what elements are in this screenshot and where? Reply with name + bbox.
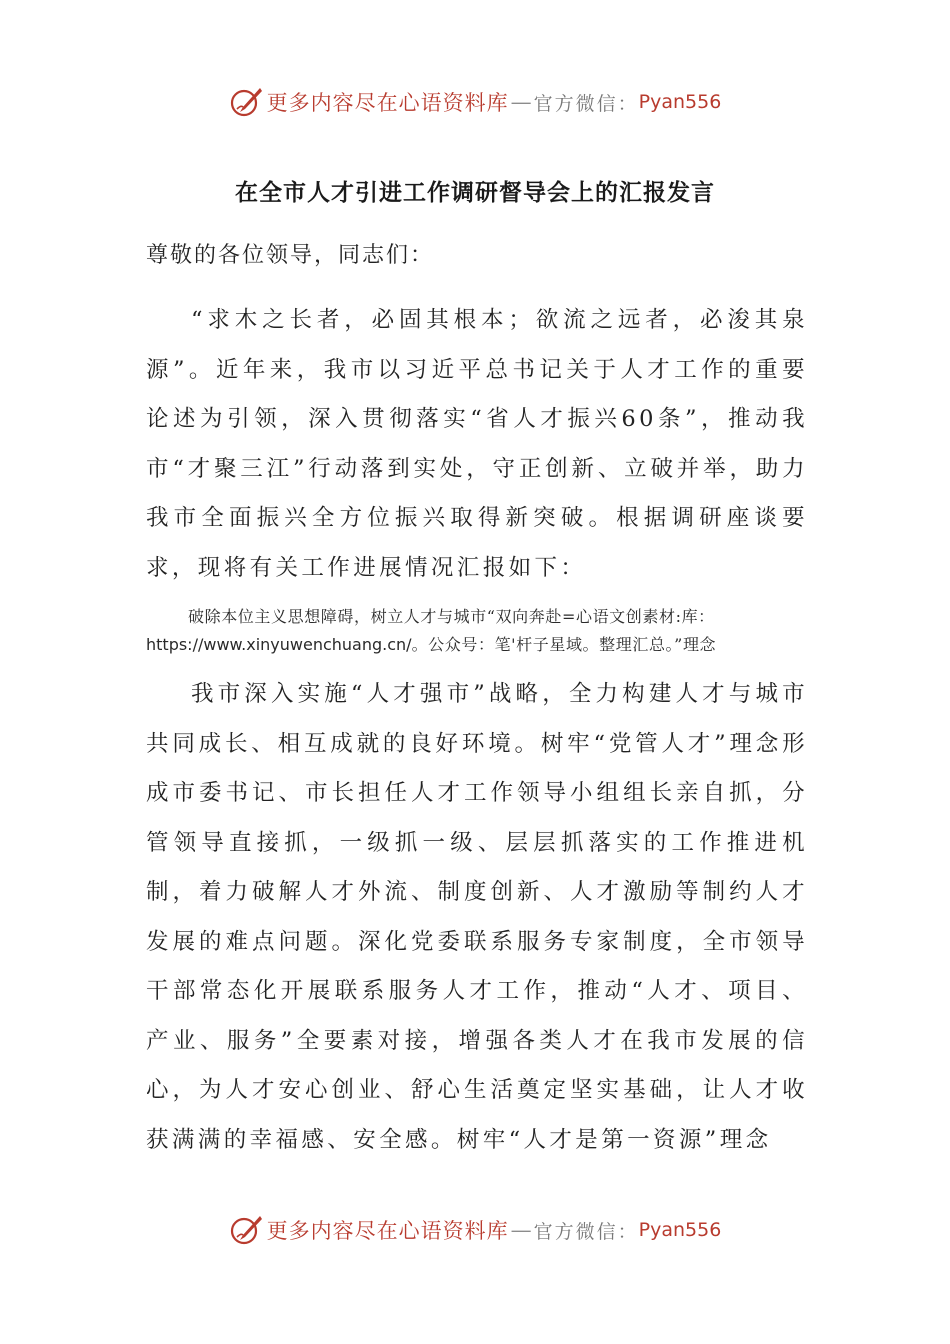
paragraph-body: 我市深入实施“人才强市”战略，全力构建人才与城市共同成长、相互成就的良好环境。树牢“党管人才”理念形成市委书记、市长担任人才工作领导小组组长亲自抓，分管领导直接抓，一级抓一级、层层抓落实的工作推进机制，着力破解人才外流、制度创新、人才激励等制约人才发展的难点问题。深化党委联系服务专家制度，全市领导干部常态化开展联系服务人才工作，推动“人才、项目、产业、服务”全要素对接，增强各类人才在我市发展的信心，为人才安心创业、舒心生活奠定坚实基础，让人才收获满满的幸福感、安全感。树牢“人才是第一资源”理念: [146, 681, 808, 1153]
banner-label: 官方微信：: [533, 1220, 639, 1243]
banner-wechat-id: Pyan556: [638, 91, 722, 113]
banner-separator: —: [510, 1218, 532, 1242]
header-banner: [0, 80, 950, 124]
banner-separator: —: [510, 90, 532, 114]
note-url: https://www.xinyuwenchuang.cn/: [146, 635, 412, 654]
footer-banner: [0, 1208, 950, 1252]
banner-text: 更多内容尽在心语资料库: [266, 1219, 509, 1243]
section-heading-note: [146, 603, 808, 659]
salutation: 尊敬的各位领导，同志们：: [146, 243, 435, 268]
note-text: 破除本位主义思想障碍，树立人才与城市“双向奔赴=心语文创素材:库：: [188, 607, 715, 626]
banner-label: 官方微信：: [533, 92, 639, 115]
banner-wechat-id: Pyan556: [638, 1219, 722, 1241]
document-title: 在全市人才引进工作调研督导会上的汇报发言: [235, 180, 715, 206]
paragraph-intro: “求木之长者，必固其根本；欲流之远者，必浚其泉源”。近年来，我市以习近平总书记关于人才工作的重要论述为引领，深入贯彻落实“省人才振兴60条”，推动我市“才聚三江”行动落到实处，守正创新、立破并举，助力我市全面振兴全方位振兴取得新突破。根据调研座谈要求，现将有关工作进展情况汇报如下：: [146, 307, 808, 581]
quill-pen-logo-icon: [229, 85, 263, 119]
note-tail: 。公众号：笔'杆子星域。整理汇总。”理念: [411, 635, 717, 654]
quill-pen-logo-icon: [229, 1213, 263, 1247]
banner-text: 更多内容尽在心语资料库: [266, 91, 509, 115]
